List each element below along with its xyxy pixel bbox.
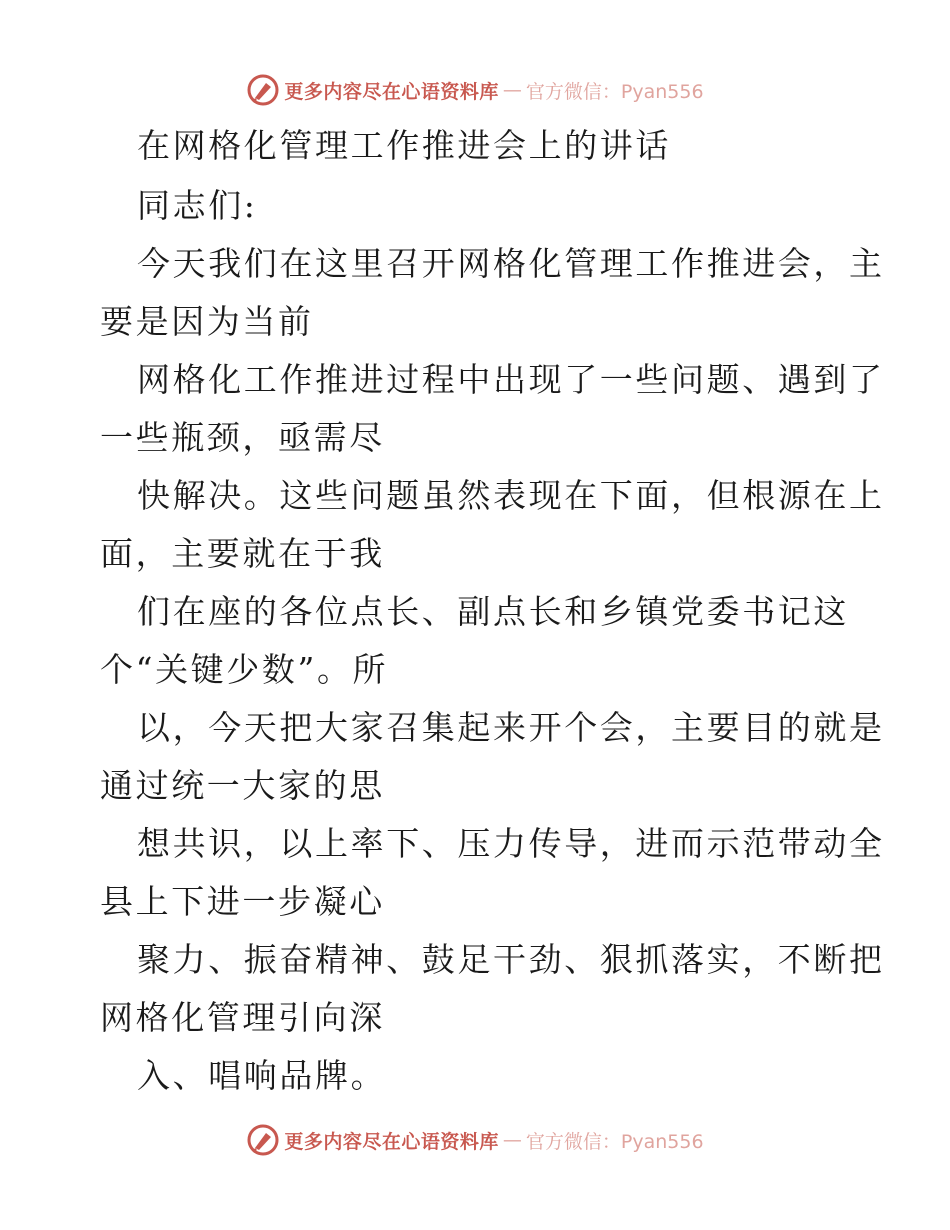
paragraph-line: 们在座的各位点长、副点长和乡镇党委书记这: [137, 592, 849, 631]
paragraph-line: 一些瓶颈，亟需尽: [100, 418, 385, 457]
paragraph-line: 以，今天把大家召集起来开个会，主要目的就是: [137, 708, 885, 747]
banner-library-text: 更多内容尽在心语资料库: [284, 1130, 499, 1153]
paragraph-line: 想共识，以上率下、压力传导，进而示范带动全: [137, 824, 885, 863]
paragraph-line: 快解决。这些问题虽然表现在下面，但根源在上: [137, 476, 885, 515]
document-salutation: 同志们:: [137, 186, 258, 225]
footer-banner: [0, 1120, 950, 1160]
document-title: 在网格化管理工作推进会上的讲话: [137, 126, 671, 165]
pen-logo-icon: [246, 73, 280, 107]
banner-wechat-text: 官方微信：Pyan556: [525, 1130, 704, 1153]
paragraph-line: 通过统一大家的思: [100, 766, 385, 805]
paragraph-line: 面，主要就在于我: [100, 534, 385, 573]
banner-separator: —: [502, 1129, 522, 1151]
paragraph-line: 网格化工作推进过程中出现了一些问题、遇到了: [137, 360, 885, 399]
paragraph-line: 县上下进一步凝心: [100, 882, 385, 921]
banner-separator: —: [502, 79, 522, 101]
paragraph-line: 要是因为当前: [100, 302, 314, 341]
pen-logo-icon: [246, 1123, 280, 1157]
header-banner: [0, 70, 950, 110]
banner-library-text: 更多内容尽在心语资料库: [284, 80, 499, 103]
paragraph-line: 聚力、振奋精神、鼓足干劲、狠抓落实，不断把: [137, 940, 885, 979]
paragraph-line: 网格化管理引向深: [100, 998, 385, 1037]
paragraph-line: 个“关键少数”。所: [100, 650, 389, 689]
banner-wechat-text: 官方微信：Pyan556: [525, 80, 704, 103]
paragraph-line: 今天我们在这里召开网格化管理工作推进会，主: [137, 244, 885, 283]
paragraph-line: 入、唱响品牌。: [137, 1056, 387, 1095]
